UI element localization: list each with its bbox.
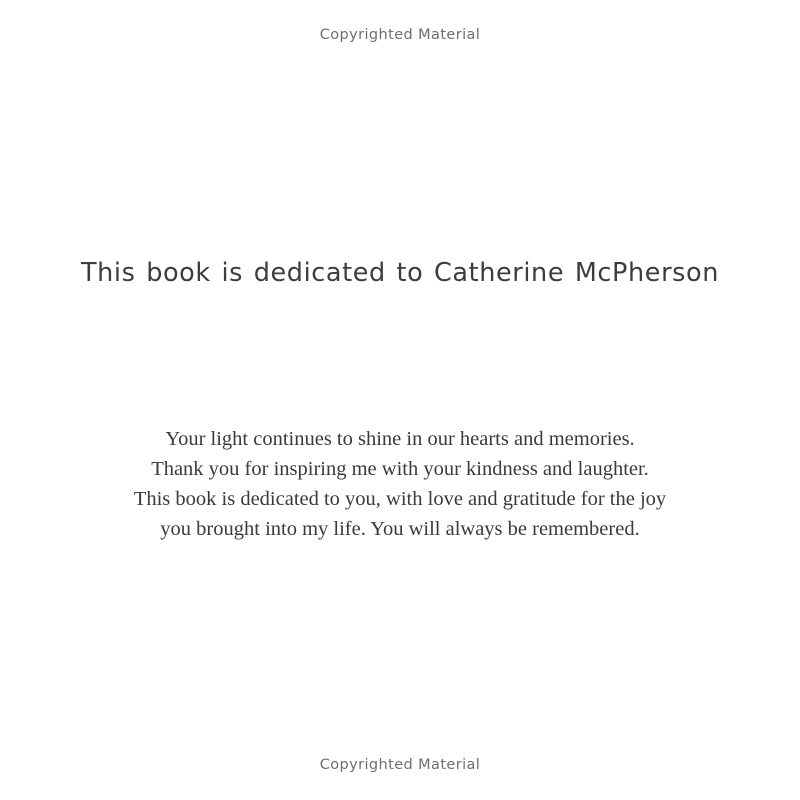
dedication-body-line: you brought into my life. You will always be remembered. [160, 518, 640, 540]
copyright-watermark-bottom: Copyrighted Material [319, 757, 481, 773]
copyright-watermark-top: Copyrighted Material [319, 27, 481, 43]
dedication-body-line: Thank you for inspiring me with your kindness and laughter. [151, 458, 649, 480]
dedication-body [100, 424, 700, 544]
dedication-body-line: Your light continues to shine in our hearts and memories. [165, 428, 635, 450]
dedication-heading: This book is dedicated to Catherine McPherson [80, 258, 719, 288]
dedication-body-line: This book is dedicated to you, with love and gratitude for the joy [133, 488, 667, 510]
